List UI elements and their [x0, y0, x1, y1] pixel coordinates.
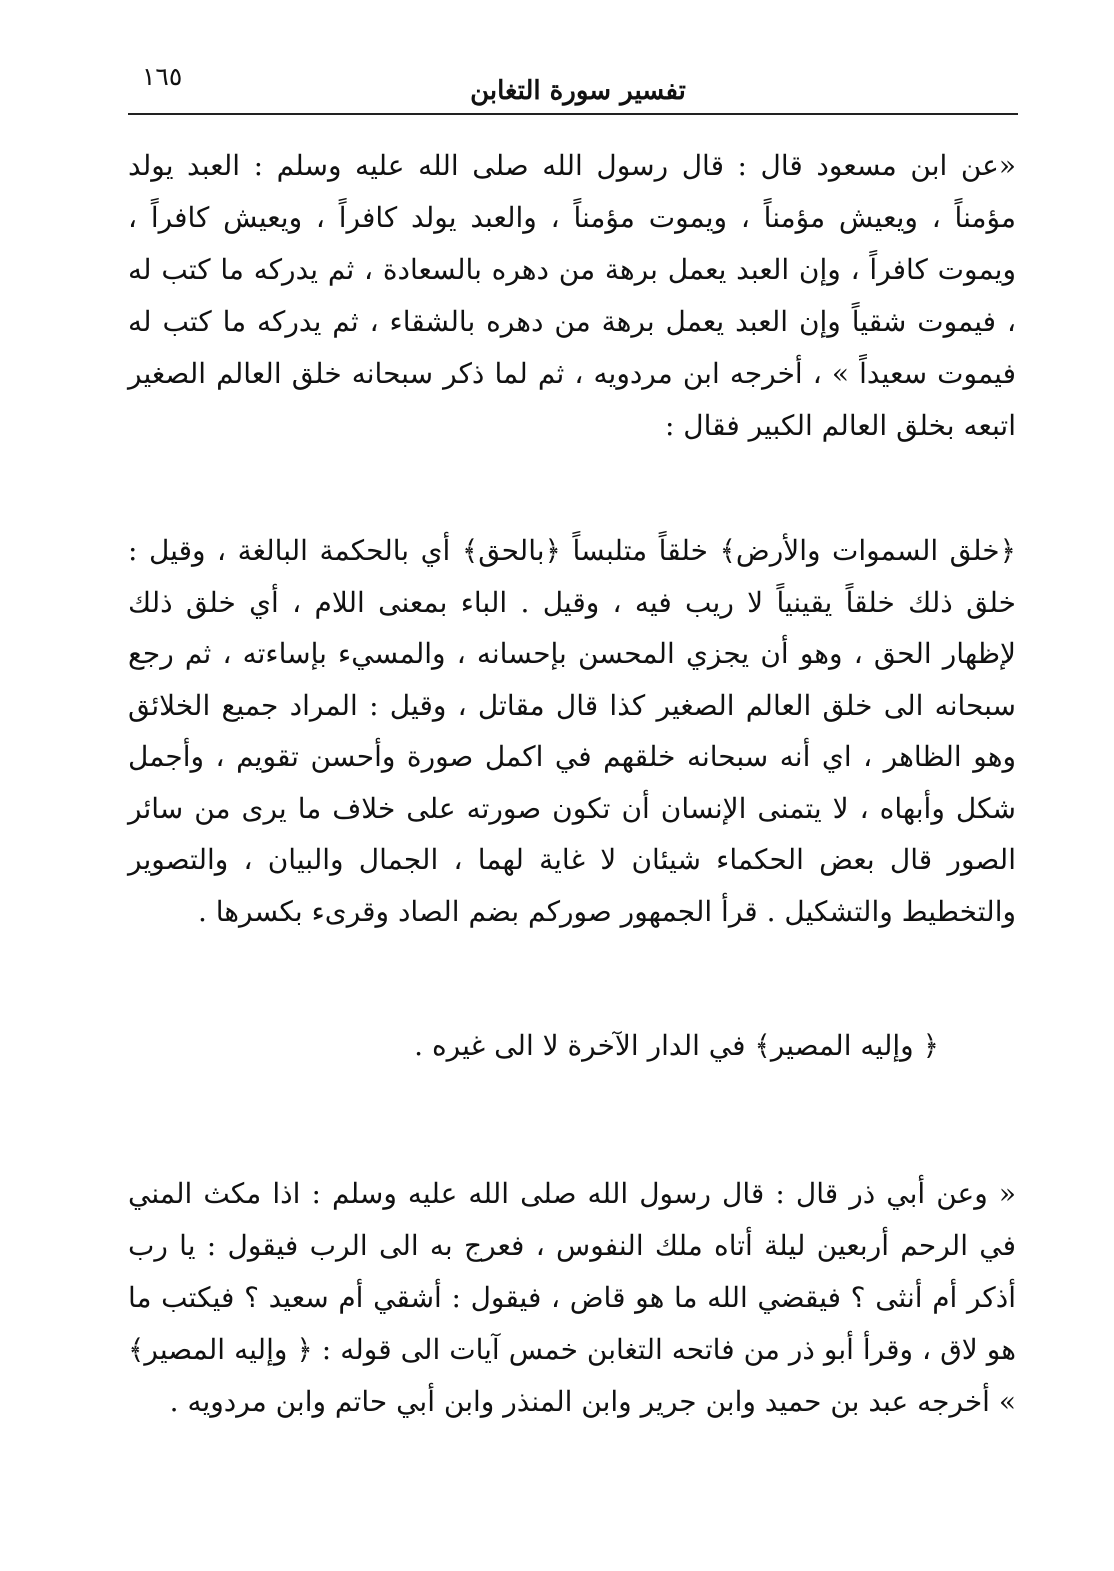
running-title: تفسير سورة التغابن [470, 76, 686, 106]
paragraph-final-destination: ﴿ وإليه المصير﴾ في الدار الآخرة لا الى غيره . [414, 1029, 939, 1062]
paragraph-hadith-ibn-masud: «عن ابن مسعود قال : قال رسول الله صلى الله عليه وسلم : العبد يولد مؤمناً ، ويعيش مؤمناً ، ويموت مؤمناً ، والعبد يولد كافراً ، ويعيش كافراً ، ويموت كافراً ، وإن العبد يعمل برهة من دهره بالسعادة ، ثم يدركه ما كتب له ، فيموت شقياً وإن العبد يعمل برهة من دهره بالشقاء ، ثم يدركه ما كتب له فيموت سعيداً » ، أخرجه ابن مردويه ، ثم لما ذكر سبحانه خلق العالم الصغير اتبعه بخلق العالم الكبير فقال : [128, 149, 1016, 442]
paragraph-creation-of-heavens: ﴿خلق السموات والأرض﴾ خلقاً متلبساً ﴿بالحق﴾ أي بالحكمة البالغة ، وقيل : خلق ذلك خلقاً يقينياً لا ريب فيه ، وقيل . الباء بمعنى اللام ، أي خلق ذلك لإظهار الحق ، وهو أن يجزي المحسن بإحسانه ، والمسيء بإساءته ، ثم رجع سبحانه الى خلق العالم الصغير كذا قال مقاتل ، وقيل : المراد جميع الخلائق وهو الظاهر ، اي أنه سبحانه خلقهم في اكمل صورة وأحسن تقويم ، وأجمل شكل وأبهاه ، لا يتمنى الإنسان أن تكون صورته على خلاف ما يرى من سائر الصور قال بعض الحكماء شيئان لا غاية لهما ، الجمال والبيان ، والتصوير والتخطيط والتشكيل . قرأ الجمهور صوركم بضم الصاد وقرىء بكسرها . [128, 534, 1016, 928]
header-divider [128, 113, 1018, 115]
page-number: ١٦٥ [142, 62, 183, 91]
paragraph-hadith-abu-dharr: « وعن أبي ذر قال : قال رسول الله صلى الله عليه وسلم : اذا مكث المني في الرحم أربعين ليلة أتاه ملك النفوس ، فعرج به الى الرب فيقول : يا رب أذكر أم أنثى ؟ فيقضي الله ما هو قاض ، فيقول : أشقي أم سعيد ؟ فيكتب ما هو لاق ، وقرأ أبو ذر من فاتحه التغابن خمس آيات الى قوله : ﴿ وإليه المصير﴾ » أخرجه عبد بن حميد وابن جرير وابن المنذر وابن أبي حاتم وابن مردويه . [128, 1177, 1016, 1418]
page-header [128, 58, 1018, 116]
